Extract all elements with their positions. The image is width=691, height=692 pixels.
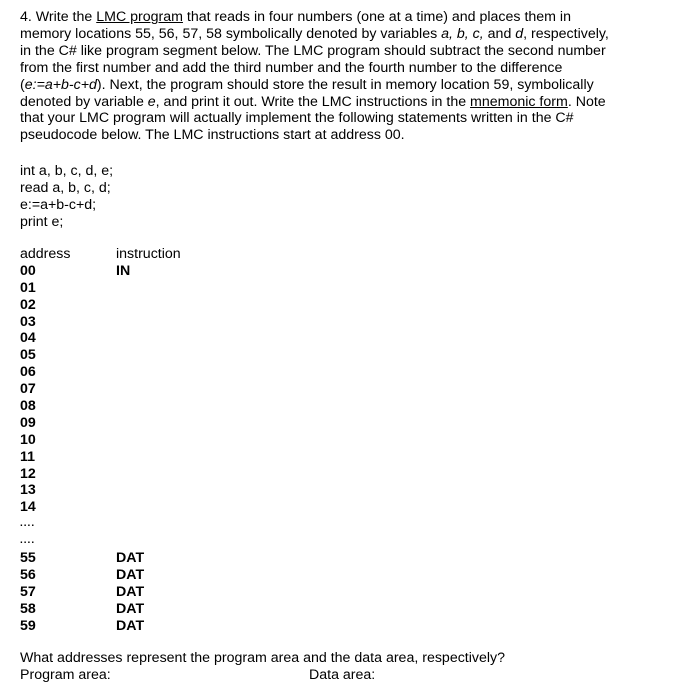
- question-line-3: in the C# like program segment below. The LMC program should subtract the second number: [20, 42, 606, 59]
- data-row: 56 DAT: [20, 566, 145, 583]
- data-area-label: Data area:: [309, 667, 376, 683]
- question-line-4: from the first number and add the third number and the fourth number to the difference: [20, 59, 563, 76]
- final-question: [20, 650, 620, 684]
- table-row: 12: [20, 465, 36, 482]
- table-row: 02: [20, 296, 36, 313]
- table-row: 13: [20, 482, 36, 499]
- table-header: [20, 246, 320, 263]
- mnemonic-form-link[interactable]: mnemonic form: [470, 93, 568, 110]
- ellipsis-row: ....: [20, 535, 36, 547]
- data-row: 58 DAT: [20, 600, 145, 617]
- table-row: 06: [20, 364, 36, 381]
- answer-labels: [20, 667, 620, 684]
- pseudocode-block: [20, 163, 113, 231]
- code-line: read a, b, c, d;: [20, 180, 111, 196]
- lmc-program-link[interactable]: LMC program: [96, 9, 183, 25]
- address-header: address: [20, 246, 71, 262]
- question-line-8: pseudocode below. The LMC instructions start at address 00.: [20, 127, 405, 144]
- program-area-label: Program area:: [20, 667, 111, 683]
- question-line-1: 4. Write the LMC program that reads in four numbers (one at a time) and places them in: [20, 9, 571, 25]
- question-line-5: (e:=a+b-c+d). Next, the program should store the result in memory location 59, symbolically: [20, 76, 594, 93]
- table-row: 14: [20, 499, 36, 516]
- code-line: print e;: [20, 214, 64, 230]
- final-question-text: What addresses represent the program area and the data area, respectively?: [20, 650, 506, 666]
- lmc-instruction-table: [20, 246, 320, 634]
- table-row: 05: [20, 347, 36, 364]
- table-row: 11: [20, 448, 35, 465]
- code-line: int a, b, c, d, e;: [20, 163, 114, 179]
- table-row: 07: [20, 381, 36, 398]
- table-row: 04: [20, 330, 36, 347]
- table-row: 10: [20, 431, 36, 448]
- question-line-6: denoted by variable e, and print it out. Write the LMC instructions in the mnemonic form. Note: [20, 93, 606, 110]
- table-row: 00 IN: [20, 262, 131, 279]
- question-line-7: that your LMC program will actually implement the following statements written in the C#: [20, 110, 574, 127]
- table-row: 09: [20, 414, 36, 431]
- table-row: 01: [20, 279, 36, 296]
- table-row: 03: [20, 313, 36, 330]
- code-line: e:=a+b-c+d;: [20, 197, 97, 213]
- data-row: 59 DAT: [20, 617, 145, 634]
- data-row: 57 DAT: [20, 583, 145, 600]
- ellipsis-row: ....: [20, 518, 36, 530]
- question-paragraph: [20, 9, 680, 144]
- question-text: [20, 9, 680, 144]
- instruction-header: instruction: [116, 246, 181, 262]
- question-line-2: memory locations 55, 56, 57, 58 symbolically denoted by variables a, b, c, and d, respectively,: [20, 25, 609, 42]
- data-row: 55 DAT: [20, 550, 145, 567]
- table-row: 08: [20, 398, 36, 415]
